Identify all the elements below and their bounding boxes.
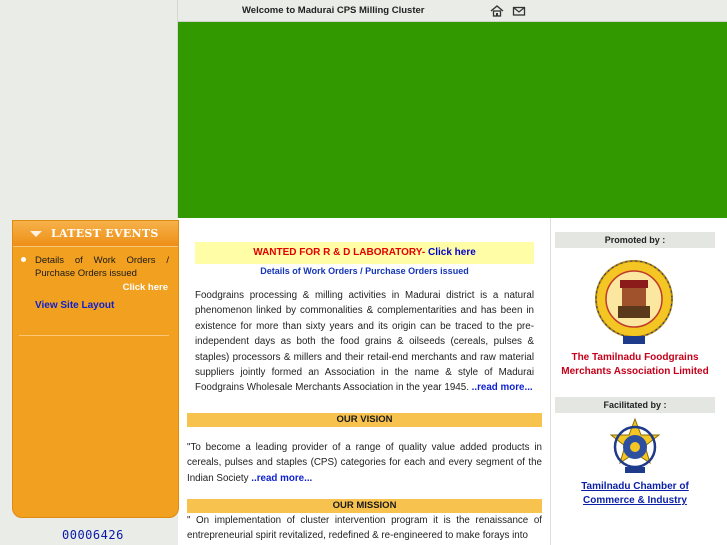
mission-paragraph: " On implementation of cluster intervention program it is the renaissance of entrepreneurial spirit revitalized, redefined & re-engineered to make forays into (187, 515, 542, 542)
view-site-layout-link[interactable]: View Site Layout (35, 300, 115, 311)
events-divider (19, 335, 169, 336)
event-click-here-link[interactable]: Click here (122, 282, 168, 293)
vision-heading: OUR VISION (187, 413, 542, 427)
work-orders-link[interactable]: Details of Work Orders / Purchase Orders issued (260, 266, 469, 276)
top-bar (178, 0, 727, 22)
mail-icon[interactable] (512, 4, 526, 16)
chamber-emblem-icon[interactable] (605, 417, 665, 477)
vision-paragraph (187, 440, 542, 486)
latest-events-panel (12, 220, 179, 518)
latest-events-title: LATEST EVENTS (51, 227, 159, 240)
vision-read-more-link[interactable]: ..read more... (251, 472, 313, 484)
event-item-text: Details of Work Orders / Purchase Orders issued (35, 255, 169, 279)
header-banner (178, 22, 727, 218)
welcome-text: Welcome to Madurai CPS Milling Cluster (242, 5, 425, 16)
facilitated-by-heading: Facilitated by : (555, 397, 715, 413)
intro-text: Foodgrains processing & milling activities in Madurai district is a natural phenomenon linked by commonalities & complementarities and has been in existence for more than sixty years and its origin can be traced to the pre-independent days as both the food grains & oilseeds (cereals, pulses & staples) processors & millers and their retail-end merchants and raw material suppliers jointly formed an Association in the name & style of Madurai Foodgrains Wholesale Merchants Association in the year 1945. (195, 290, 534, 394)
left-top-panel (0, 0, 178, 218)
promoted-by-heading: Promoted by : (555, 232, 715, 248)
wanted-click-here-link[interactable]: Click here (428, 247, 476, 258)
intro-paragraph (195, 288, 534, 396)
facilitator-link[interactable]: Tamilnadu Chamber of Commerce & Industry (581, 481, 689, 506)
mission-heading: OUR MISSION (187, 499, 542, 513)
wanted-label: WANTED FOR R & D LABORATORY- (253, 247, 426, 258)
left-column (0, 218, 178, 545)
vision-text: "To become a leading provider of a range of quality value added products in cereals, pulses and staples (CPS) categories for each and every segment of the Indian Society (187, 442, 542, 484)
promoter-name: The Tamilnadu Foodgrains Merchants Association Limited (561, 352, 709, 377)
main-content (183, 218, 548, 545)
bullet-icon (21, 257, 26, 262)
visitor-counter: 00006426 (62, 528, 124, 542)
latest-events-header (13, 221, 178, 247)
right-sidebar (550, 218, 727, 545)
home-icon[interactable] (490, 4, 504, 16)
wanted-banner (195, 242, 534, 264)
association-emblem-icon[interactable] (593, 254, 675, 348)
intro-read-more-link[interactable]: ..read more... (471, 382, 533, 394)
menu-arrow-icon (30, 231, 42, 237)
